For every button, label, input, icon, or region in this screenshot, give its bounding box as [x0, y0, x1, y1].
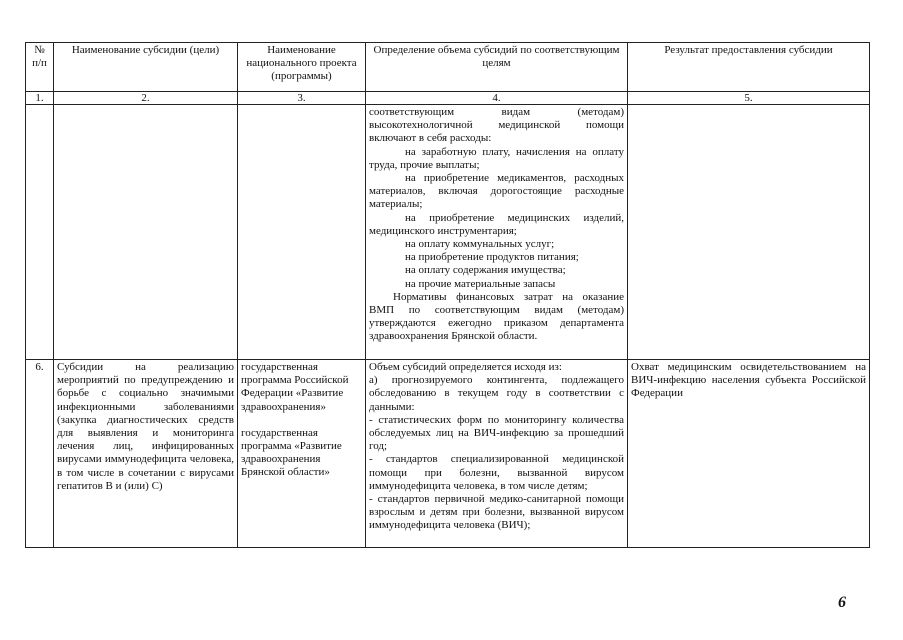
row2-result: Охват медицинским освидетельствованием на ВИЧ-инфекцию населения субъекта Российской Федерации — [628, 360, 870, 548]
header-subsidy-name: Наименование субсидии (цели) — [54, 43, 238, 92]
subsidy-table — [25, 42, 870, 548]
header-project-name: Наименование национального проекта (программы) — [238, 43, 366, 92]
header-result: Результат предоставления субсидии — [628, 43, 870, 92]
row2-subsidy-name: Субсидии на реализацию мероприятий по предупреждению и борьбе с социально значимыми инфекционными заболеваниями (закупка диагностических средств для выявления и мониторинга лечения лиц, инфицированных вирусами иммунодефицита человека, в том числе в сочетании с вирусами гепатитов В и (или) С) — [54, 360, 238, 548]
header-volume-definition: Определение объема субсидий по соответствующим целям — [366, 43, 628, 92]
row1-volume-cell: соответствующим видам (методам) высокотехнологичной медицинской помощи включают в себя расходы: на заработную плату, начисления на оплату труда, прочие выплаты; на приобретение медикаментов, расходных материалов, включая дорогостоящие расходные материалы; на приобретение медицинских изделий, медицинского инструментария; на оплату коммунальных услуг; на приобретение продуктов питания; на оплату содержания имущества; на прочие материальные запасы Нормативы финансовых затрат на оказание ВМП по соответствующим видам (методам) утверждаются ежегодно приказом департамента здравоохранения Брянской области. — [366, 105, 628, 360]
header-num: № п/п — [26, 43, 54, 92]
row2-volume-cell: Объем субсидий определяется исходя из: а) прогнозируемого контингента, подлежащего обследованию в текущем году в соответствии с данными: - статистических форм по мониторингу количества обследуемых лиц на ВИЧ-инфекцию за прошедший год; - стандартов специализированной медицинской помощи при болезни, вызванной вирусом иммунодефицита человека, в том числе детям; - стандартов первичной медико-санитарной помощи взрослым и детям при болезни, вызванной вирусом иммунодефицита человека (ВИЧ); — [366, 360, 628, 548]
table-row — [26, 360, 870, 548]
header-row — [26, 43, 870, 92]
row2-num: 6. — [26, 360, 54, 548]
column-numbers-row — [26, 92, 870, 105]
table-row — [26, 105, 870, 360]
row2-project-name: государственная программа Российской Федерации «Развитие здравоохранения» государственная программа «Развитие здравоохранения Брянской области» — [238, 360, 366, 548]
col-number-2: 2. — [54, 92, 238, 105]
col-number-5: 5. — [628, 92, 870, 105]
page-number: 6 — [838, 594, 846, 611]
col-number-3: 3. — [238, 92, 366, 105]
col-number-4: 4. — [366, 92, 628, 105]
col-number-1: 1. — [26, 92, 54, 105]
